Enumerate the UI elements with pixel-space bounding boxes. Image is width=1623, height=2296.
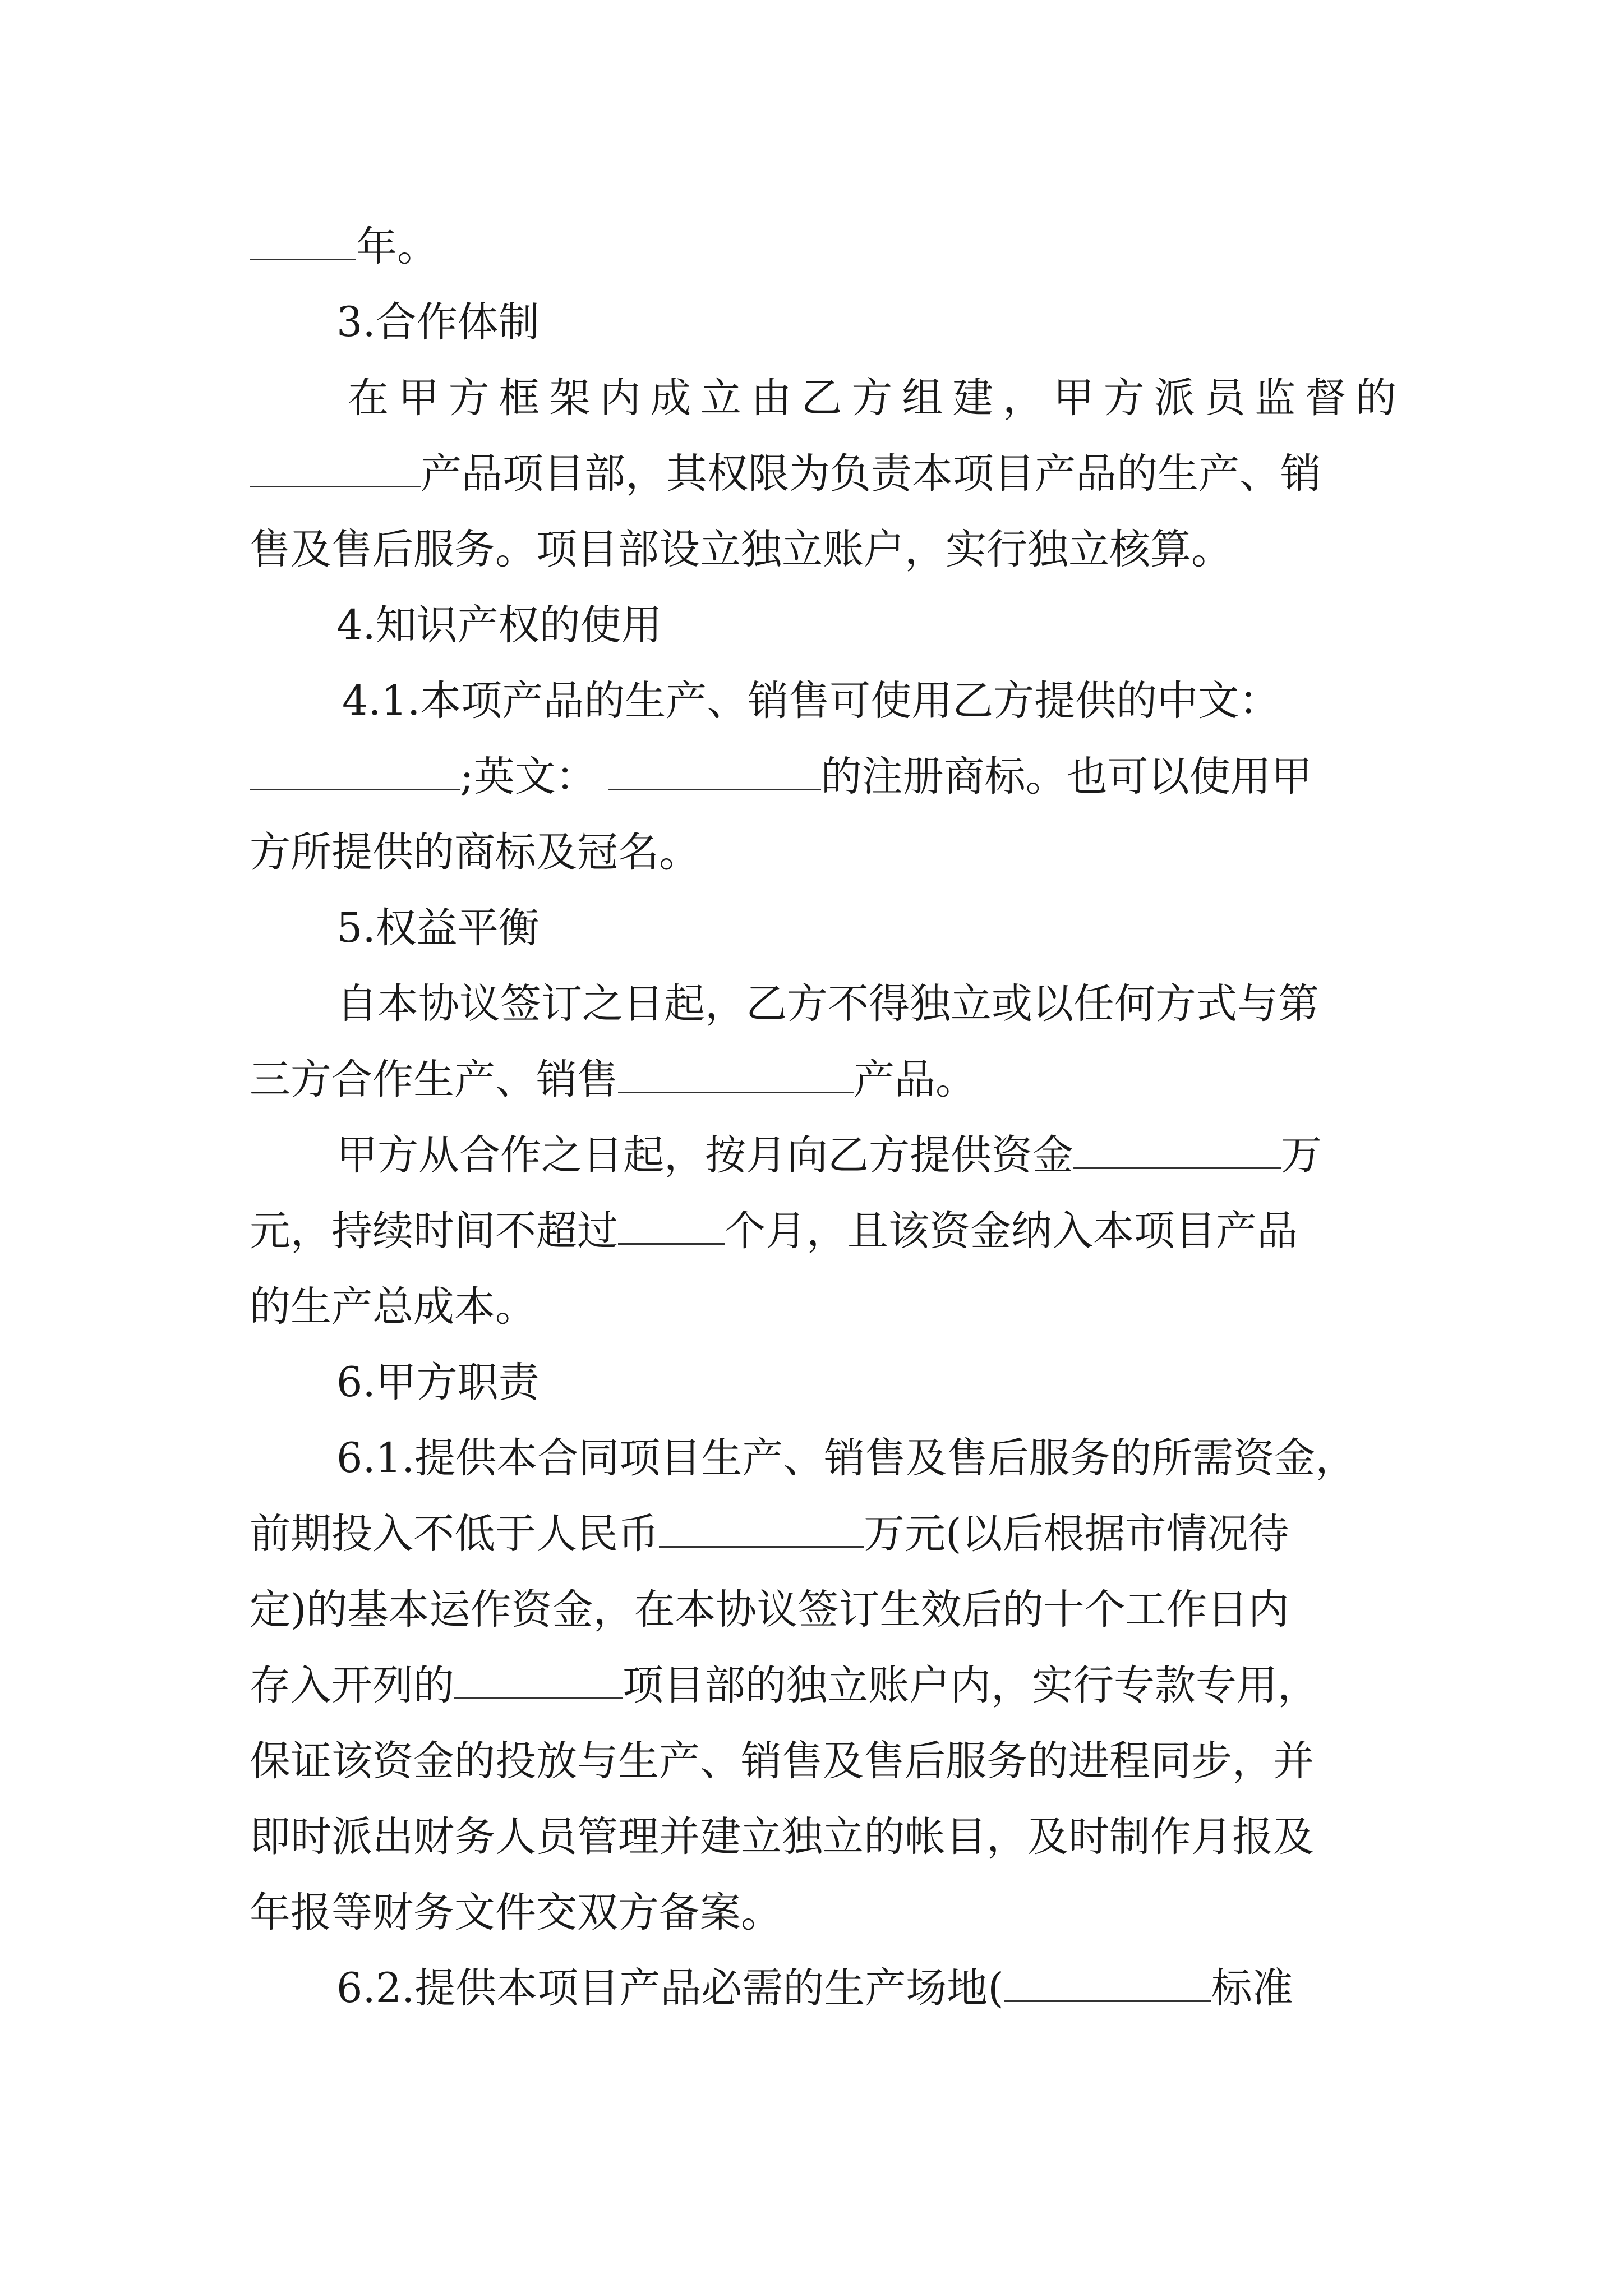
paragraph-line: 保证该资金的投放与生产、销售及售后服务的进程同步，并 xyxy=(250,1737,1314,1785)
text-segment: 年。 xyxy=(356,223,438,270)
text-segment: 万 xyxy=(1281,1131,1322,1179)
blank-field[interactable] xyxy=(250,451,421,487)
text-segment: 产品。 xyxy=(854,1056,976,1103)
text-segment: 个月，且该资金纳入本项目产品 xyxy=(725,1207,1298,1255)
paragraph-line: 年报等财务文件交双方备案。 xyxy=(250,1889,782,1936)
paragraph-line: 方所提供的商标及冠名。 xyxy=(250,829,700,876)
section-heading-6: 6.甲方职责 xyxy=(336,1359,540,1406)
blank-field[interactable] xyxy=(1004,1966,1211,2002)
paragraph-line: 定)的基本运作资金，在本协议签订生效后的十个工作日内 xyxy=(250,1586,1289,1634)
blank-field[interactable] xyxy=(618,1057,854,1093)
text-segment: 的注册商标。也可以使用甲 xyxy=(820,753,1312,800)
paragraph-line xyxy=(250,1200,1394,1262)
paragraph-line: 在甲方框架内成立由乙方组建，甲方派员监督的 xyxy=(348,374,1396,422)
blank-field[interactable] xyxy=(250,754,460,790)
blank-field[interactable] xyxy=(608,754,821,790)
paragraph-line xyxy=(250,1049,1394,1111)
text-segment: 6.2.提供本项目产品必需的生产场地( xyxy=(336,1964,1004,2012)
paragraph-line xyxy=(250,746,1394,808)
paragraph-line: 的生产总成本。 xyxy=(250,1283,536,1331)
section-heading-4: 4.知识产权的使用 xyxy=(336,601,662,649)
blank-field[interactable] xyxy=(1073,1133,1281,1169)
paragraph-line xyxy=(250,216,1394,278)
paragraph-line: 6.1.提供本合同项目生产、销售及售后服务的所需资金， xyxy=(336,1434,1357,1482)
blank-field[interactable] xyxy=(250,224,356,260)
text-segment: 存入开列的 xyxy=(250,1662,454,1709)
text-segment: 项目部的独立账户内，实行专款专用， xyxy=(623,1662,1318,1709)
text-segment: 万元(以后根据市情况待 xyxy=(864,1510,1289,1558)
paragraph-line xyxy=(250,1503,1394,1565)
paragraph-line xyxy=(250,443,1394,505)
section-heading-3: 3.合作体制 xyxy=(336,298,540,346)
paragraph-line xyxy=(336,1958,1396,2019)
paragraph-line: 自本协议签订之日起，乙方不得独立或以任何方式与第 xyxy=(336,980,1319,1028)
paragraph-line: 4.1.本项产品的生产、销售可使用乙方提供的中文： xyxy=(342,677,1280,725)
blank-field[interactable] xyxy=(618,1208,725,1245)
text-segment: 甲方从合作之日起，按月向乙方提供资金 xyxy=(336,1131,1073,1179)
section-heading-5: 5.权益平衡 xyxy=(336,904,540,952)
text-segment: ;英文： xyxy=(460,753,597,800)
paragraph-line xyxy=(336,1125,1396,1186)
paragraph-line: 售及售后服务。项目部设立独立账户，实行独立核算。 xyxy=(250,526,1232,573)
text-segment: 产品项目部，其权限为负责本项目产品的生产、销 xyxy=(421,450,1321,498)
blank-field[interactable] xyxy=(659,1511,864,1548)
text-segment: 元，持续时间不超过 xyxy=(250,1207,618,1255)
blank-field[interactable] xyxy=(454,1663,623,1699)
text-segment: 三方合作生产、销售 xyxy=(250,1056,618,1103)
paragraph-line: 即时派出财务人员管理并建立独立的帐目，及时制作月报及 xyxy=(250,1813,1314,1861)
text-segment: 标准 xyxy=(1211,1964,1293,2012)
paragraph-line xyxy=(250,1655,1394,1717)
text-segment: 前期投入不低于人民币 xyxy=(250,1510,659,1558)
